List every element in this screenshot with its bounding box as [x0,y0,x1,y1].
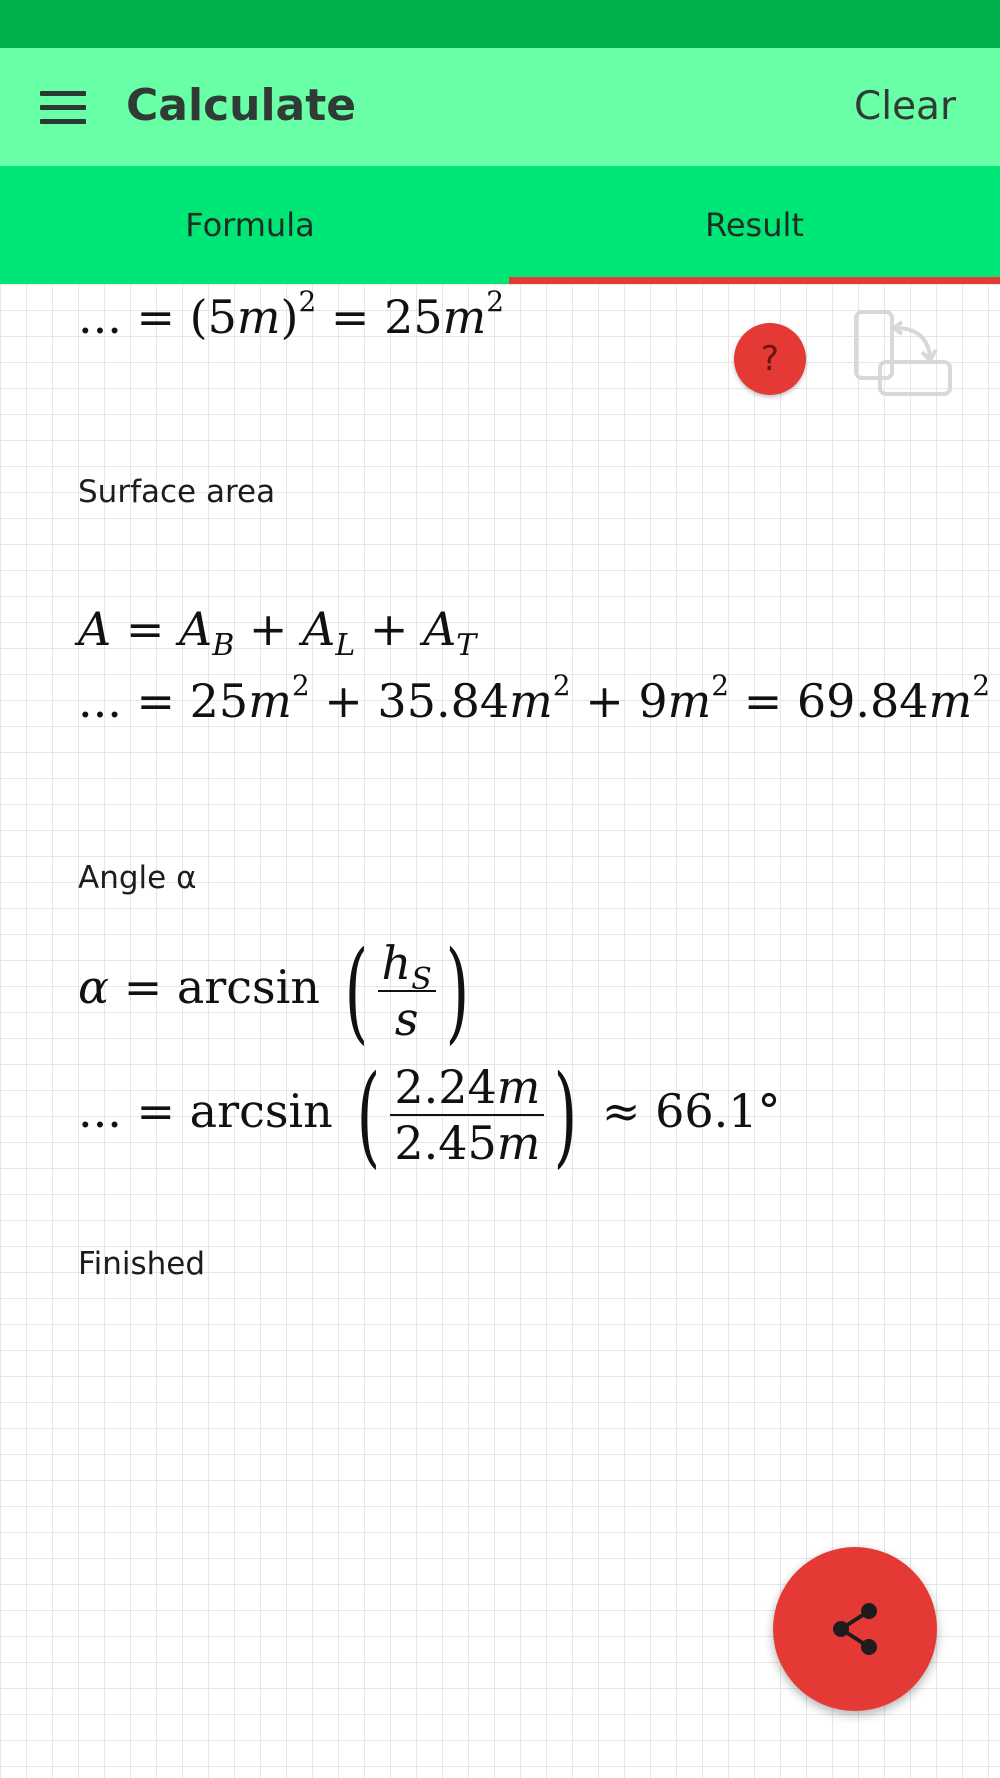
clear-button[interactable]: Clear [854,84,956,129]
angle-result: ... = arcsin ( $\frac{2.24m}{2.45m}$ ) ≈ 66.1° [78,1051,781,1179]
share-icon [829,1601,881,1657]
status-bar [0,0,1000,48]
surface-area-result: ... = $25m^2 + 35.84m^2 + 9m^2 = 69.84m^2$ [78,669,991,728]
finished-label: Finished [78,1246,205,1282]
surface-area-label: Surface area [78,474,276,510]
help-button[interactable]: ? [734,323,806,395]
tab-result[interactable]: Result [705,206,804,244]
tab-bar [0,166,1000,284]
angle-formula: α = arcsin ( $\frac{h_S}{s}$ ) [78,927,470,1055]
app-bar [0,48,1000,166]
base-area-equation: ... = $(5m)^2 = 25m^2$ [78,285,505,344]
screen-rotate-icon[interactable] [852,308,954,398]
tab-formula[interactable]: Formula [185,206,315,244]
angle-label: Angle α [78,860,197,896]
tab-selected-indicator [509,277,1000,284]
share-button[interactable] [773,1547,937,1711]
menu-icon[interactable] [40,91,86,125]
surface-area-formula: $A = A_B + A_L + A_T$ [78,602,477,663]
page-title: Calculate [126,80,357,131]
